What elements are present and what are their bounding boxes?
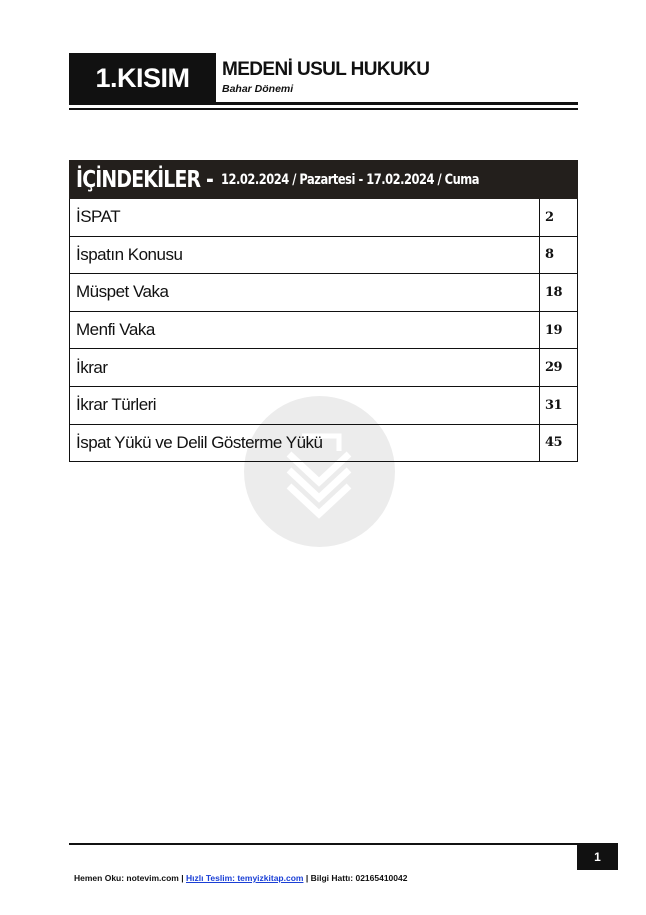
toc-item-label: Menfi Vaka — [76, 320, 155, 340]
footer-rule — [69, 843, 578, 845]
toc-item-page: 45 — [539, 425, 577, 462]
toc-item-label: İspatın Konusu — [76, 244, 183, 264]
footer-separator: | — [181, 873, 184, 883]
toc-item-label: İkrar — [76, 357, 108, 377]
page-number: 1 — [577, 843, 618, 870]
toc-row[interactable] — [69, 387, 578, 425]
footer-delivery-link[interactable]: Hızlı Teslim: temyizkitap.com — [186, 873, 304, 883]
header-rule-thick — [69, 102, 578, 105]
course-subtitle: Bahar Dönemi — [222, 83, 294, 95]
toc-item-label: Müspet Vaka — [76, 282, 169, 302]
footer-read-text: Hemen Oku: notevim.com — [74, 873, 179, 883]
section-badge: 1.KISIM — [69, 53, 216, 103]
table-of-contents — [69, 160, 578, 462]
toc-item-page: 8 — [539, 237, 577, 274]
footer-phone-text: Bilgi Hattı: 02165410042 — [310, 873, 408, 883]
toc-item-label: İkrar Türleri — [76, 395, 157, 415]
toc-row[interactable] — [69, 312, 578, 350]
toc-row[interactable] — [69, 425, 578, 463]
toc-item-page: 2 — [539, 199, 577, 236]
toc-row[interactable] — [69, 237, 578, 275]
footer-separator: | — [305, 873, 309, 883]
toc-row[interactable] — [69, 349, 578, 387]
toc-row[interactable] — [69, 199, 578, 237]
footer-links — [74, 873, 407, 883]
toc-item-page: 19 — [539, 312, 577, 349]
toc-item-page: 29 — [539, 349, 577, 386]
toc-item-page: 18 — [539, 274, 577, 311]
toc-dates: 12.02.2024 / Pazartesi - 17.02.2024 / Cuma — [221, 171, 480, 188]
toc-item-label: İSPAT — [76, 207, 121, 227]
toc-item-label: İspat Yükü ve Delil Gösterme Yükü — [76, 432, 323, 452]
course-title: MEDENİ USUL HUKUKU — [222, 59, 430, 80]
toc-header — [69, 160, 578, 199]
toc-row[interactable] — [69, 274, 578, 312]
toc-heading: İÇİNDEKİLER - — [76, 166, 213, 193]
header-rule-thin — [69, 108, 578, 110]
toc-item-page: 31 — [539, 387, 577, 424]
